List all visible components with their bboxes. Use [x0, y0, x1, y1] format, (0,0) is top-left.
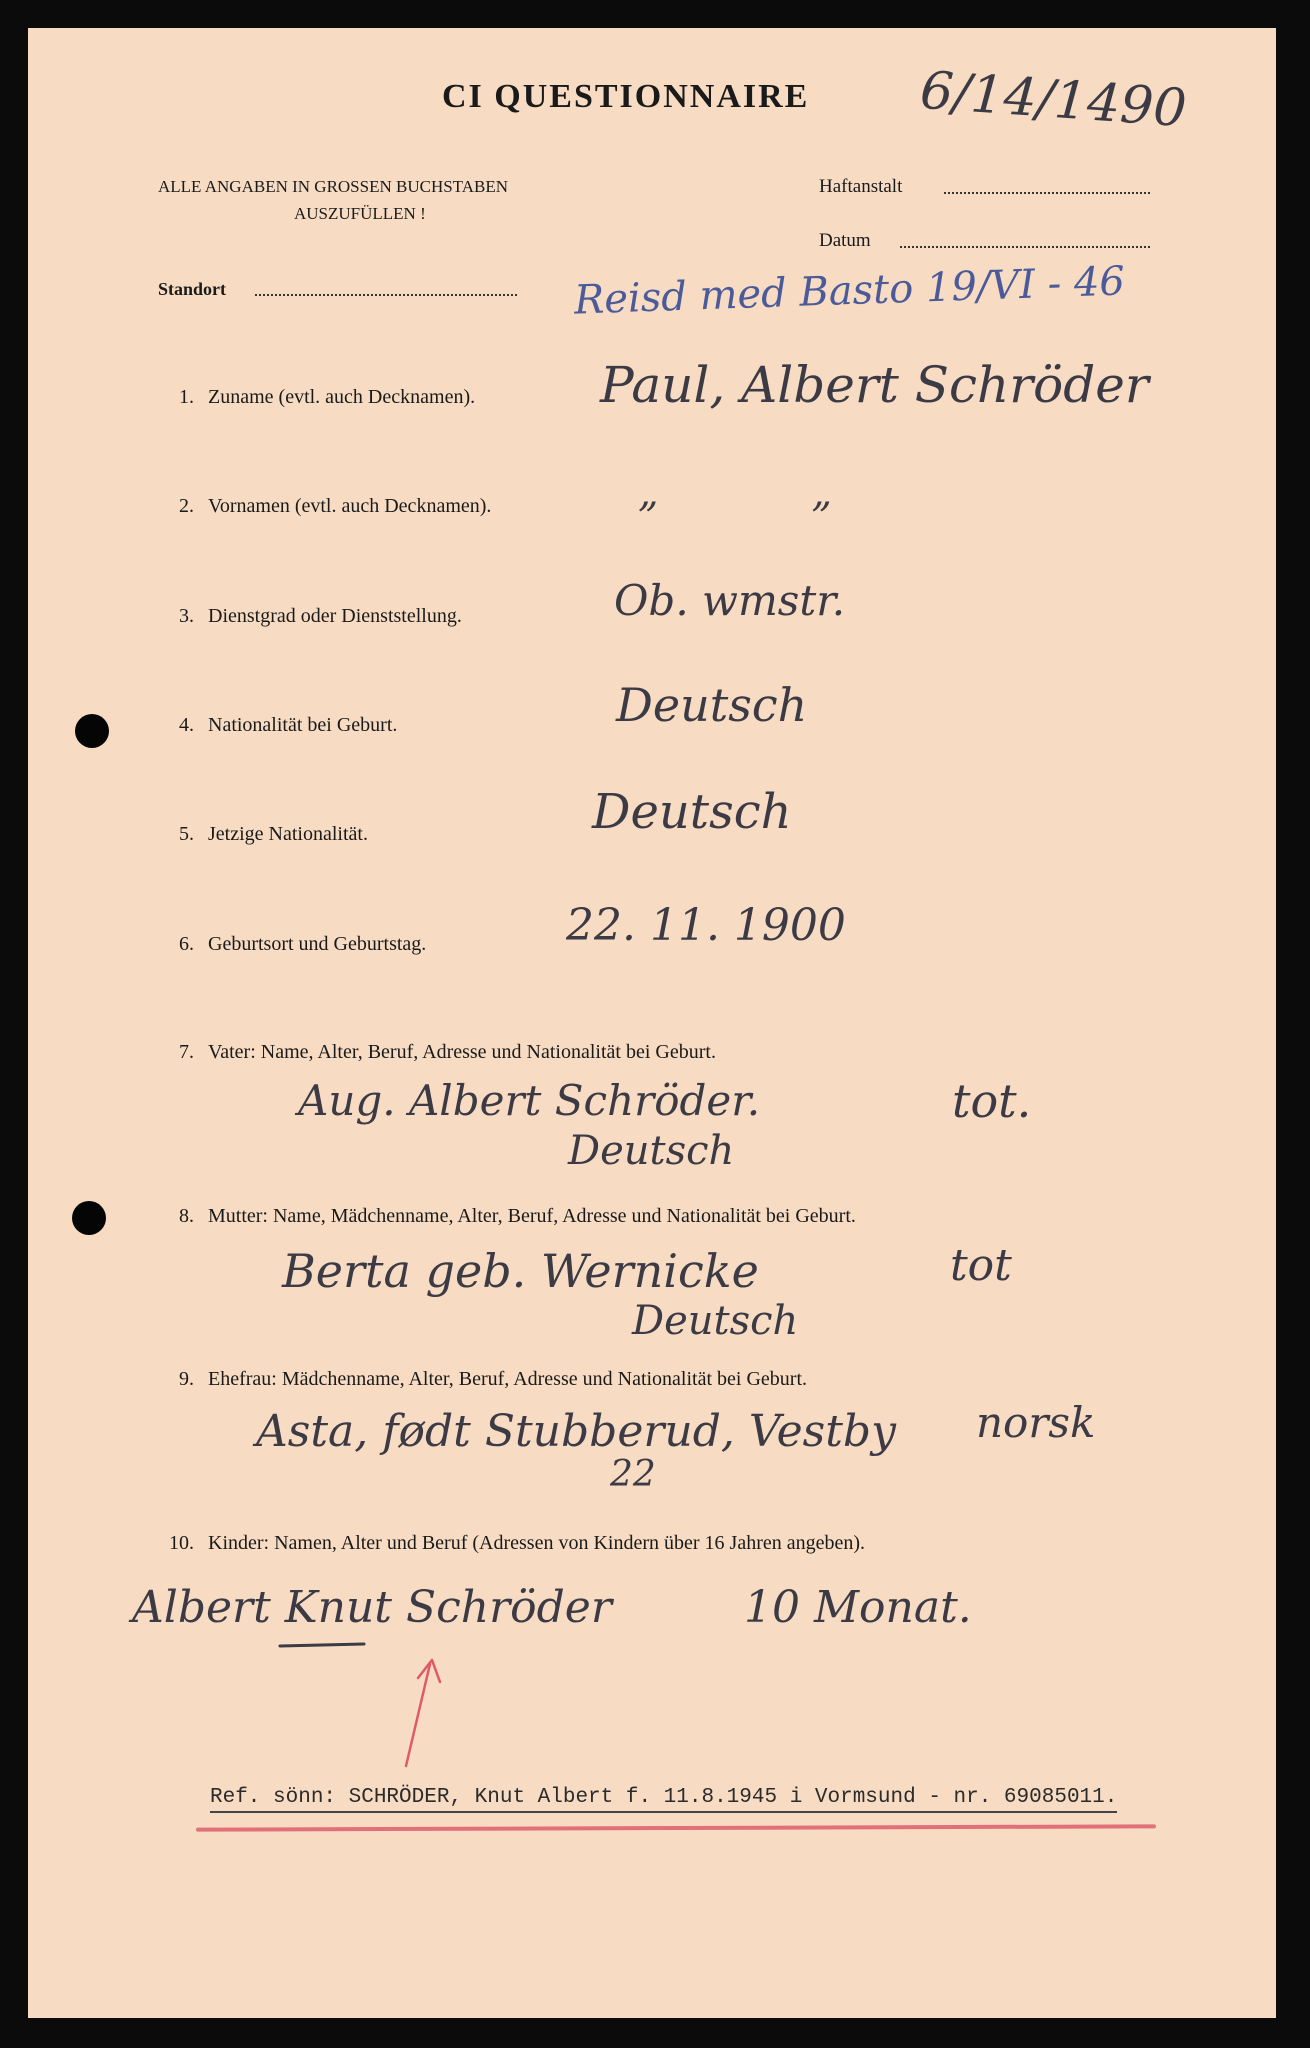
question-7-label: 7. Vater: Name, Alter, Beruf, Adresse und Nationalität bei Geburt. [179, 1041, 716, 1063]
punch-hole-top [75, 714, 109, 748]
haftanstalt-field-line [944, 192, 1150, 194]
question-2-answer: „ „ [638, 470, 833, 516]
question-1-answer: Paul, Albert Schröder [600, 356, 1149, 414]
haftanstalt-label: Haftanstalt [819, 176, 903, 197]
instruction-line-2: AUSZUFÜLLEN ! [294, 204, 426, 223]
question-8-label: 8. Mutter: Name, Mädchenname, Alter, Beruf, Adresse und Nationalität bei Geburt. [179, 1205, 856, 1227]
question-7-answer: Aug. Albert Schröder. [298, 1076, 761, 1125]
question-7-answer-status: tot. [952, 1074, 1032, 1128]
question-9-label: 9. Ehefrau: Mädchenname, Alter, Beruf, Adresse und Nationalität bei Geburt. [179, 1368, 808, 1390]
punch-hole-bottom [72, 1201, 106, 1235]
standort-field-line [255, 294, 517, 296]
question-8-answer-nationality: Deutsch [632, 1298, 799, 1344]
question-10-answer-age: 10 Monat. [744, 1582, 972, 1633]
datum-label: Datum [819, 230, 871, 251]
question-8-answer-status: tot [950, 1240, 1012, 1291]
question-8-answer: Berta geb. Wernicke [282, 1244, 759, 1298]
question-10-answer: Albert Knut Schröder [132, 1582, 612, 1633]
question-3-answer: Ob. wmstr. [614, 576, 846, 625]
handwritten-reference: 6/14/1490 [918, 60, 1189, 140]
question-6-answer: 22. 11. 1900 [566, 900, 846, 951]
question-5-label: 5. Jetzige Nationalität. [179, 823, 368, 845]
handwritten-underline-arrow [270, 1638, 470, 1778]
datum-field-line [900, 246, 1150, 248]
instruction-line-1: ALLE ANGABEN IN GROSSEN BUCHSTABEN [158, 177, 508, 196]
question-10-label: 10. Kinder: Namen, Alter und Beruf (Adressen von Kindern über 16 Jahren angeben). [169, 1532, 866, 1554]
form-title: CI QUESTIONNAIRE [442, 78, 810, 115]
question-4-answer: Deutsch [616, 678, 808, 732]
question-1-label: 1. Zuname (evtl. auch Decknamen). [179, 386, 476, 408]
question-5-answer: Deutsch [592, 784, 792, 840]
question-4-label: 4. Nationalität bei Geburt. [179, 714, 398, 736]
standort-label: Standort [158, 279, 227, 299]
question-7-answer-nationality: Deutsch [568, 1128, 735, 1174]
question-2-label: 2. Vornamen (evtl. auch Decknamen). [179, 495, 492, 517]
question-9-answer-nationality: norsk [976, 1398, 1096, 1447]
question-9-answer: Asta, født Stubberud, Vestby [256, 1406, 896, 1457]
standort-handwritten-note: Reisd med Basto 19/VI - 46 [573, 258, 1126, 324]
questionnaire-sheet [28, 28, 1276, 2018]
question-3-label: 3. Dienstgrad oder Dienststellung. [179, 605, 462, 627]
typed-reference-note: Ref. sönn: SCHRÖDER, Knut Albert f. 11.8.1945 i Vormsund - nr. 69085011. [210, 1786, 1117, 1813]
question-6-label: 6. Geburtsort und Geburtstag. [179, 933, 427, 955]
question-9-answer-age: 22 [610, 1454, 656, 1495]
